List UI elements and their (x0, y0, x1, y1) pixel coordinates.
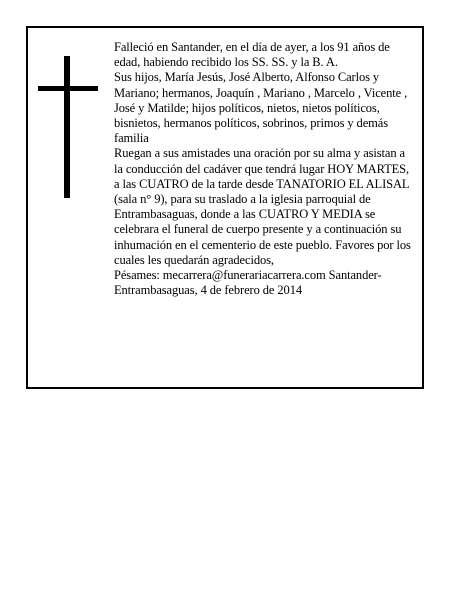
cross-horizontal-bar (38, 86, 98, 91)
latin-cross-icon (38, 56, 98, 198)
notice-text (114, 40, 414, 298)
cross-vertical-bar (64, 56, 70, 198)
death-announcement: Falleció en Santander, en el día de ayer, a los 91 años de edad, habiendo recibido los SS. SS. y la B. A. (114, 40, 390, 70)
funeral-details: Ruegan a sus amistades una oración por su alma y asistan a la conducción del cadáver que tendrá lugar HOY MARTES, a las CUATRO de la tarde desde TANATORIO EL ALISAL (sala n° 9), para su traslado a la iglesia parroquial de Entrambasaguas, donde a las CUATRO Y MEDIA se celebrara el funeral de cuerpo presente y a continuación su inhumación en el cementerio de este pueblo. Favores por los cuales les quedarán agradecidos, (114, 146, 411, 267)
obituary-notice (26, 26, 424, 389)
condolences-contact: Pésames: mecarrera@funerariacarrera.com Santander-Entrambasaguas, 4 de febrero de 2014 (114, 268, 382, 298)
family-list: Sus hijos, María Jesús, José Alberto, Alfonso Carlos y Mariano; hermanos, Joaquín , Mariano , Marcelo , Vicente , José y Matilde; hijos políticos, nietos, nietos políticos, bisnietos, hermanos políticos, sobrinos, primos y demás familia (114, 70, 408, 146)
